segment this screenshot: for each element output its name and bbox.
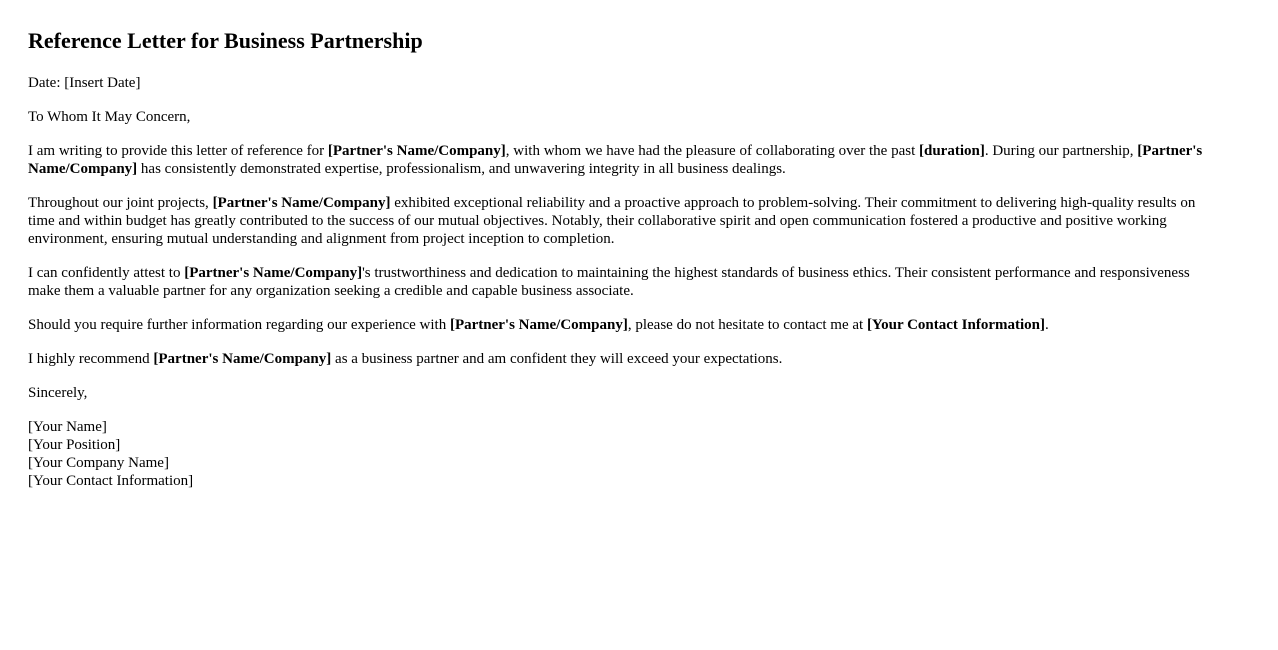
paragraph-text: . During our partnership, bbox=[984, 143, 1138, 159]
paragraph-attestation bbox=[28, 264, 1218, 300]
letter-title: Reference Letter for Business Partnership bbox=[28, 28, 423, 53]
paragraph-text: exhibited exceptional reliability and a proactive approach to problem-solving. Their commitment to delivering high-quality results on time and within budget has greatly contributed to the success of our mutual objectives. Notably, their collaborative spirit and open communication fostered a productive and positive working environment, ensuring mutual understanding and alignment from project inception to completion. bbox=[28, 195, 1196, 247]
paragraph-text: . bbox=[1044, 317, 1049, 333]
partner-name-placeholder: [Partner's Name/Company] bbox=[184, 265, 363, 281]
date-line: Date: [Insert Date] bbox=[28, 75, 141, 91]
partner-name-placeholder: [Partner's Name/Company] bbox=[212, 195, 391, 211]
paragraph-text: Throughout our joint projects, bbox=[28, 195, 213, 211]
paragraph-text: I highly recommend bbox=[28, 351, 154, 367]
partner-name-placeholder: [Partner's Name/Company] bbox=[327, 143, 506, 159]
paragraph-text: , please do not hesitate to contact me at bbox=[627, 317, 867, 333]
paragraph-recommendation bbox=[28, 350, 1218, 368]
paragraph-text: 's trustworthiness and dedication to maintaining the highest standards of business ethics. Their consistent performance and responsiveness make them a valuable partner for any organization seeking a credible and capable business associate. bbox=[28, 265, 1190, 299]
closing: Sincerely, bbox=[28, 385, 88, 401]
paragraph-contact bbox=[28, 316, 1218, 334]
signature-company: [Your Company Name] bbox=[28, 455, 169, 471]
paragraph-introduction bbox=[28, 142, 1218, 178]
salutation: To Whom It May Concern, bbox=[28, 109, 191, 125]
duration-placeholder: [duration] bbox=[918, 143, 985, 159]
paragraph-text: has consistently demonstrated expertise, professionalism, and unwavering integrity in all business dealings. bbox=[137, 161, 786, 177]
partner-name-placeholder: [Partner's Name/Company] bbox=[153, 351, 332, 367]
partner-name-placeholder: [Partner's Name/Company] bbox=[449, 317, 628, 333]
paragraph-text: I am writing to provide this letter of reference for bbox=[28, 143, 328, 159]
paragraph-text: I can confidently attest to bbox=[28, 265, 185, 281]
paragraph-text: Should you require further information regarding our experience with bbox=[28, 317, 450, 333]
contact-info-placeholder: [Your Contact Information] bbox=[866, 317, 1045, 333]
partner-name-placeholder: [Partner's Name/Company] bbox=[28, 143, 1203, 177]
signature-name: [Your Name] bbox=[28, 419, 107, 435]
signature-block bbox=[28, 418, 1218, 490]
signature-contact: [Your Contact Information] bbox=[28, 473, 194, 489]
paragraph-text: as a business partner and am confident they will exceed your expectations. bbox=[331, 351, 783, 367]
paragraph-text: , with whom we have had the pleasure of collaborating over the past bbox=[505, 143, 919, 159]
paragraph-joint-projects bbox=[28, 194, 1218, 248]
signature-position: [Your Position] bbox=[28, 437, 121, 453]
